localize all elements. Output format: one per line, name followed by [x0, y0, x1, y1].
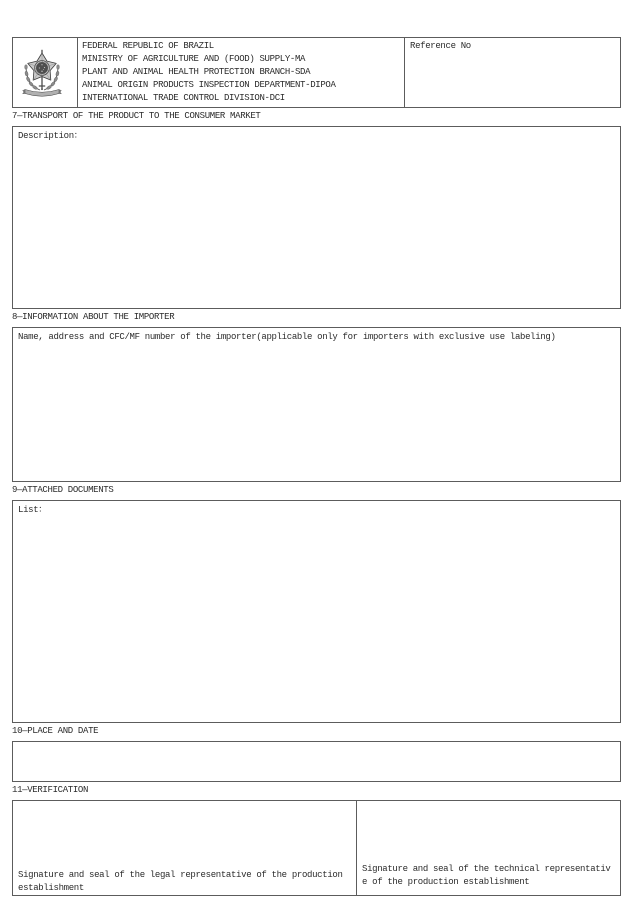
section-9-title: 9—ATTACHED DOCUMENTS	[12, 485, 114, 495]
emblem-cell	[13, 38, 78, 107]
attached-documents-box	[12, 500, 621, 723]
authority-line-country: FEDERAL REPUBLIC OF BRAZIL	[82, 41, 214, 51]
list-label: List：	[18, 505, 47, 515]
brazil-coat-of-arms-icon	[21, 49, 63, 97]
description-label: Description：	[18, 131, 83, 141]
emblem-ribbon	[23, 89, 62, 96]
header-table	[12, 37, 621, 108]
technical-representative-signature-cell	[357, 801, 620, 895]
technical-signature-label: Signature and seal of the technical representative of the production establishment	[362, 864, 611, 887]
section-7-title: 7—TRANSPORT OF THE PRODUCT TO THE CONSUMER MARKET	[12, 111, 261, 121]
transport-description-box	[12, 126, 621, 309]
emblem-center-globe	[35, 60, 50, 75]
section-11-title: 11—VERIFICATION	[12, 785, 89, 795]
importer-information-box	[12, 327, 621, 482]
verification-box	[12, 800, 621, 896]
section-8-title: 8—INFORMATION ABOUT THE IMPORTER	[12, 312, 175, 322]
place-and-date-box	[12, 741, 621, 782]
legal-representative-signature-cell	[13, 801, 357, 895]
authority-line-division: INTERNATIONAL TRADE CONTROL DIVISION-DCI	[82, 93, 285, 103]
authority-line-ministry: MINISTRY OF AGRICULTURE AND (FOOD) SUPPLY-MA	[82, 54, 306, 64]
reference-cell	[405, 38, 620, 107]
importer-field-label: Name, address and CFC/MF number of the importer(applicable only for importers with exclusive use labeling)	[18, 332, 556, 342]
reference-label: Reference No	[410, 41, 471, 51]
authority-line-department: ANIMAL ORIGIN PRODUCTS INSPECTION DEPARTMENT-DIPOA	[82, 80, 336, 90]
issuing-authority	[78, 38, 405, 107]
section-10-title: 10—PLACE AND DATE	[12, 726, 99, 736]
authority-line-branch: PLANT AND ANIMAL HEALTH PROTECTION BRANCH-SDA	[82, 67, 311, 77]
legal-signature-label: Signature and seal of the legal representative of the production establishment	[18, 870, 343, 893]
